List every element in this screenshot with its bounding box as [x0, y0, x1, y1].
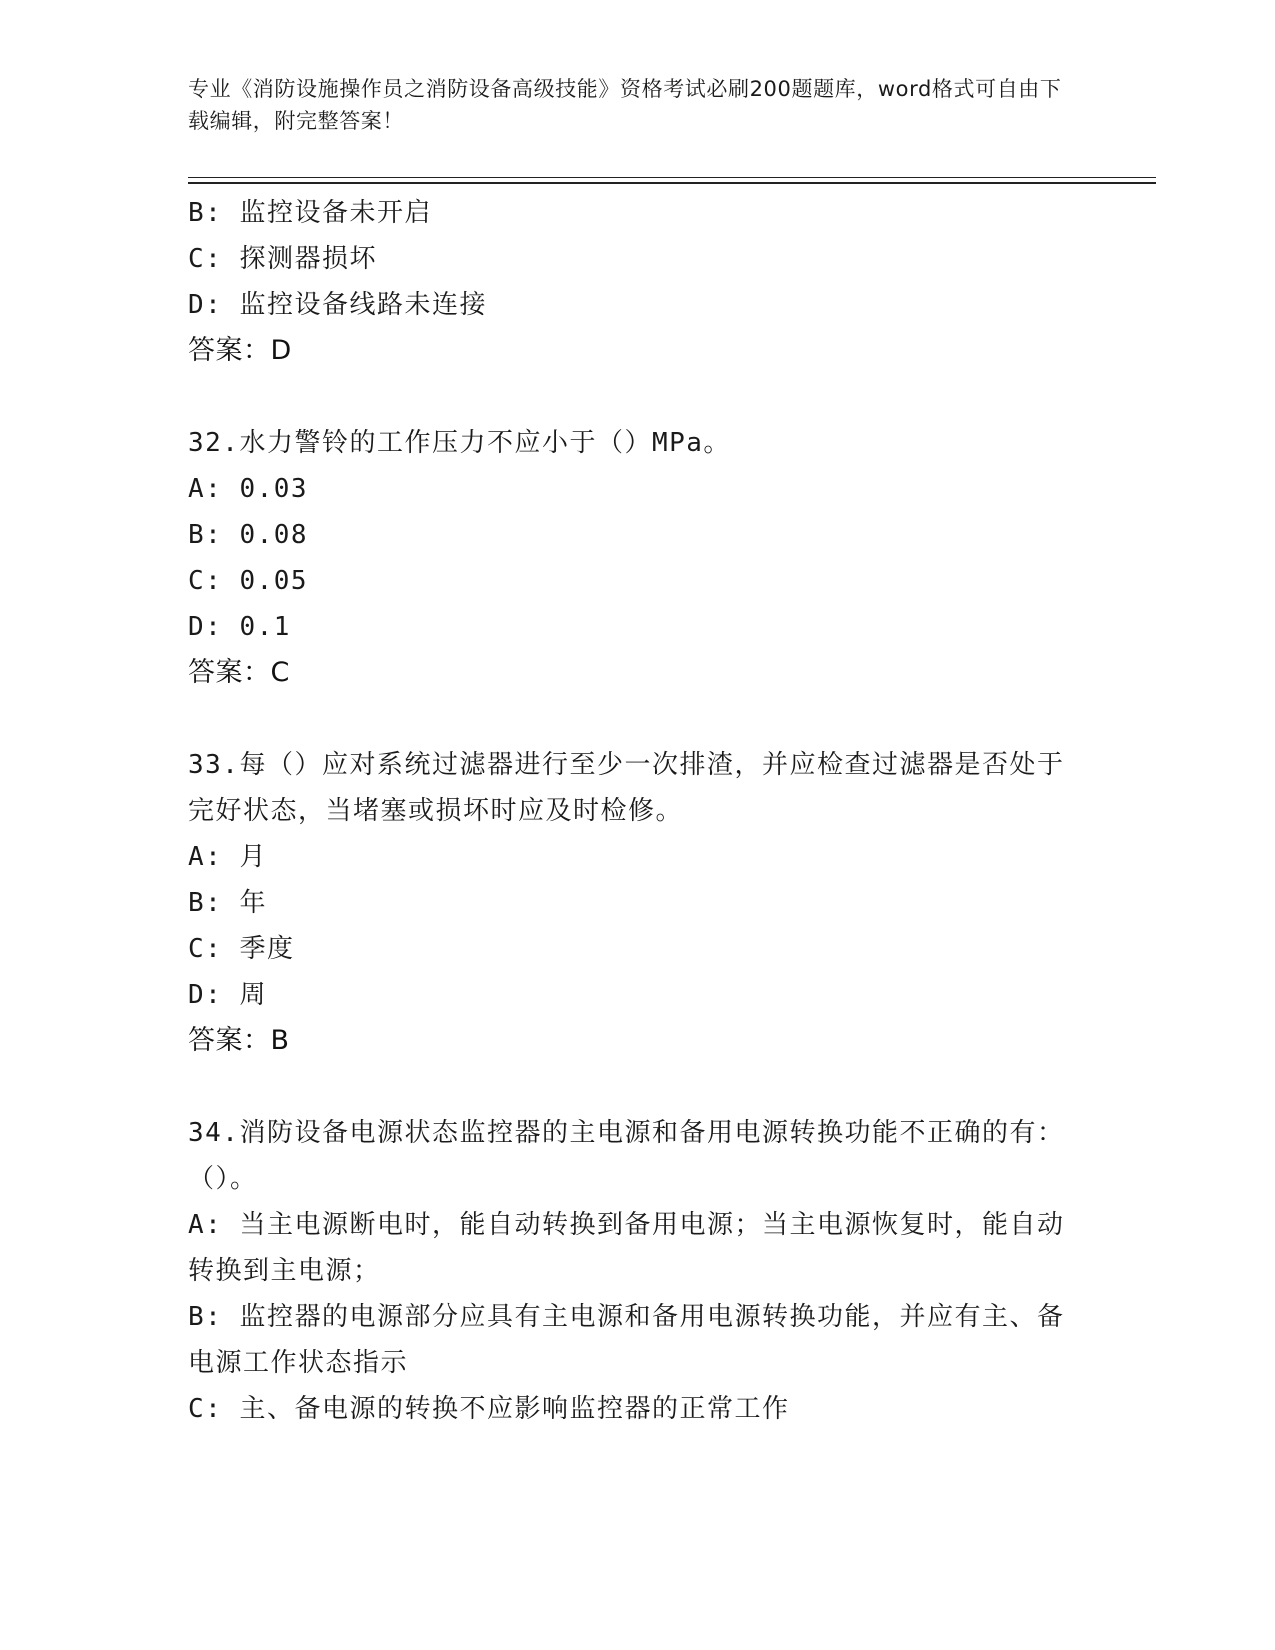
option-a: A: 当主电源断电时，能自动转换到备用电源；当主电源恢复时，能自动转换到主电源； [188, 1210, 1065, 1286]
option-label: B [188, 888, 206, 918]
option-b: B: 0.08 [188, 520, 309, 550]
answer-line: 答案：B [188, 1025, 290, 1056]
option-text: 0.03 [239, 474, 309, 504]
option-label: A [188, 474, 206, 504]
option-text: 0.05 [239, 566, 309, 596]
header-rule-thick [188, 182, 1156, 184]
option-text: 当主电源断电时，能自动转换到备用电源；当主电源恢复时，能自动转换到主电源； [188, 1210, 1065, 1286]
question-31-tail [188, 190, 1088, 374]
option-text: 周 [239, 980, 267, 1010]
option-text: 监控设备线路未连接 [239, 290, 487, 320]
option-text: 监控器的电源部分应具有主电源和备用电源转换功能，并应有主、备电源工作状态指示 [188, 1302, 1065, 1378]
question-text: 34.消防设备电源状态监控器的主电源和备用电源转换功能不正确的有：（）。 [188, 1118, 1065, 1194]
option-a: A: 0.03 [188, 474, 309, 504]
option-label: B [188, 198, 206, 228]
option-label: A [188, 1210, 206, 1240]
option-text: 探测器损坏 [239, 244, 377, 274]
option-label: C [188, 566, 206, 596]
option-text: 0.1 [239, 612, 291, 642]
option-text: 月 [239, 842, 267, 872]
option-b: B: 年 [188, 888, 267, 918]
option-label: D [188, 612, 206, 642]
option-label: A [188, 842, 206, 872]
option-d: D: 0.1 [188, 612, 291, 642]
answer-line: 答案：D [188, 335, 292, 366]
option-c: C: 0.05 [188, 566, 309, 596]
option-label: C [188, 244, 206, 274]
option-label: C [188, 934, 206, 964]
answer-line: 答案：C [188, 657, 290, 688]
option-c: C: 探测器损坏 [188, 244, 377, 274]
option-text: 季度 [239, 934, 295, 964]
question-list [188, 190, 1088, 1432]
spacer [188, 696, 1088, 742]
option-d: D: 周 [188, 980, 267, 1010]
option-text: 主、备电源的转换不应影响监控器的正常工作 [239, 1394, 790, 1424]
option-text: 0.08 [239, 520, 309, 550]
option-label: B [188, 520, 206, 550]
header-rule-thin [188, 177, 1156, 178]
option-text: 监控设备未开启 [239, 198, 432, 228]
option-label: D [188, 980, 206, 1010]
spacer [188, 1064, 1088, 1110]
option-b: B: 监控器的电源部分应具有主电源和备用电源转换功能，并应有主、备电源工作状态指示 [188, 1302, 1065, 1378]
option-c: C: 季度 [188, 934, 295, 964]
option-label: C [188, 1394, 206, 1424]
question-text: 32.水力警铃的工作压力不应小于（）MPa。 [188, 428, 731, 458]
option-d: D: 监控设备线路未连接 [188, 290, 487, 320]
question-34 [188, 1110, 1088, 1432]
option-c: C: 主、备电源的转换不应影响监控器的正常工作 [188, 1394, 790, 1424]
document-header: 专业《消防设施操作员之消防设备高级技能》资格考试必刷200题题库，word格式可自由下载编辑，附完整答案！ [188, 77, 1062, 133]
option-label: B [188, 1302, 206, 1332]
spacer [188, 374, 1088, 420]
question-33 [188, 742, 1088, 1064]
question-text: 33.每（）应对系统过滤器进行至少一次排渣，并应检查过滤器是否处于完好状态，当堵塞或损坏时应及时检修。 [188, 750, 1065, 826]
option-b: B: 监控设备未开启 [188, 198, 432, 228]
option-a: A: 月 [188, 842, 267, 872]
option-text: 年 [239, 888, 267, 918]
question-32 [188, 420, 1088, 696]
option-label: D [188, 290, 206, 320]
